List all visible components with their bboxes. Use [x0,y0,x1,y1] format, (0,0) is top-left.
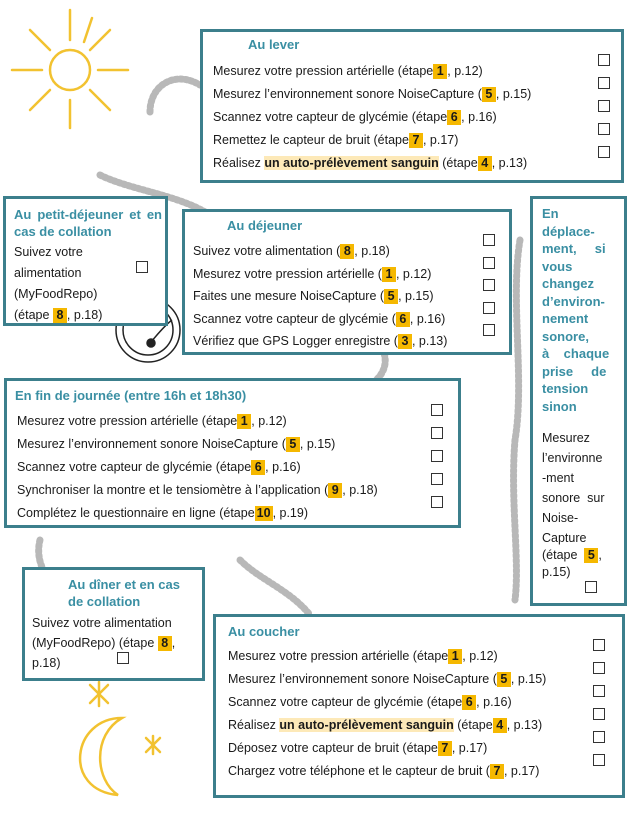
step-badge: 10 [256,506,271,520]
checklist-item [193,308,503,331]
item-text: , p.17) [422,133,459,147]
text-line: l’environne [542,451,603,465]
checklist-item [17,456,453,479]
text-line: (étape 8 , p.18) [14,308,103,322]
item-text: Réalisez [228,718,280,732]
checklist-item [213,60,613,83]
item-text: Déposez votre capteur de bruit (étape [228,741,438,755]
checkbox[interactable] [431,450,443,462]
checkbox[interactable] [598,77,610,89]
step-badge: 4 [493,718,507,733]
checkbox[interactable] [431,473,443,485]
item-text: Remettez le capteur de bruit (étape [213,133,409,147]
checkbox[interactable] [593,662,605,674]
checklist-item [193,240,503,263]
step-badge: 1 [382,267,396,282]
text-line: sonore sur [542,491,605,505]
item-text: Faites une mesure NoiseCapture ( [193,289,385,303]
item-text: , p.13) [491,156,528,170]
step-badge: 8 [53,308,67,323]
section-au-lever [200,29,624,183]
text-line: alimentation [14,266,82,280]
item-text: Mesurez l’environnement sonore NoiseCapture ( [17,437,286,451]
text-line: Suivez votre alimentation [32,616,172,630]
checkbox[interactable] [593,708,605,720]
text-line: Mesurez [542,431,590,445]
item-text: , p.16) [265,460,301,474]
item-text: , p.15) [299,437,336,451]
section-fin-de-journee [4,378,461,528]
item-text: , p.18) [354,244,390,258]
item-text: , p.16) [461,110,497,124]
text-line: Noise- [542,511,579,525]
title-line: sonore, [542,328,589,344]
checkbox[interactable] [598,54,610,66]
stars-icon [90,682,160,754]
checkbox[interactable] [593,639,605,651]
section-title: Au petit-déjeuner et en cas de collation [14,207,162,239]
step-badge: 7 [438,741,452,756]
checkbox[interactable] [593,754,605,766]
checklist-item [213,83,613,106]
item-text: Synchroniser la montre et le tensiomètre à l’application ( [17,483,329,497]
step-badge: 6 [447,110,461,125]
checklist-item [17,502,453,525]
item-text: , p.13) [506,718,543,732]
checkbox[interactable] [593,731,605,743]
item-text: Mesurez l’environnement sonore NoiseCapture ( [213,87,482,101]
step-badge: 4 [478,156,492,171]
item-text: , p.12) [462,649,498,663]
checkbox[interactable] [483,324,495,336]
text-line: p.18) [32,656,61,670]
checkbox[interactable] [431,496,443,508]
text-line: -ment [542,471,574,485]
title-line: En [542,206,559,221]
checkbox[interactable] [598,123,610,135]
checklist-item [228,691,613,714]
item-text: Mesurez l’environnement sonore NoiseCapture ( [228,672,497,686]
item-text: Mesurez votre pression artérielle (étape [213,64,434,78]
checklist-item [228,714,613,737]
section-au-dejeuner [182,209,512,355]
section-title: Au déjeuner [227,218,303,233]
step-badge: 1 [448,649,462,664]
step-badge: 8 [158,636,172,651]
checkbox[interactable] [483,234,495,246]
checkbox[interactable] [483,279,495,291]
checklist-item [213,129,613,152]
section-title: En fin de journée (entre 16h et 18h30) [15,388,247,403]
checklist-item [193,285,503,308]
step-badge: 5 [482,87,496,102]
item-text: , p.15) [510,672,547,686]
checklist-item [193,263,503,286]
title-line: sinon [542,398,577,414]
item-text: , p.17) [451,741,488,755]
title-line: prise de [542,363,607,379]
checklist-item [17,433,453,456]
section-en-deplacement [530,196,627,606]
title-line: à chaque [542,346,610,361]
title-line: vous [542,258,573,274]
item-text: (étape [453,718,493,732]
step-badge: 1 [433,64,447,79]
item-text: Réalisez [213,156,265,170]
step-badge: 5 [286,437,300,452]
text-line: p.15) [542,565,571,579]
section-title: Au coucher [228,624,300,639]
step-badge: 9 [328,483,342,498]
text-line: Capture [542,531,587,545]
step-badge: 5 [497,672,511,687]
item-text: (étape [438,156,478,170]
text-line: (MyFoodRepo) (étape 8 , [32,636,176,650]
item-text: Chargez votre téléphone et le capteur de bruit ( [228,764,490,778]
checklist-item [228,645,613,668]
item-text: Mesurez votre pression artérielle (étape [228,649,449,663]
section-diner [22,567,205,681]
checkbox[interactable] [117,652,129,664]
item-text: , p.16) [409,311,446,326]
step-badge: 6 [396,312,410,327]
section-title: Au dîner et en cas de collation [68,577,180,609]
text-line: Suivez votre [14,245,83,259]
moon-icon [80,718,122,795]
step-badge: 7 [409,133,423,148]
item-text: Mesurez votre pression artérielle ( [193,266,382,281]
title-line: déplace- [542,223,595,239]
item-text: , p.12) [251,414,287,428]
checkbox[interactable] [483,257,495,269]
checkbox[interactable] [598,100,610,112]
item-text: Mesurez votre pression artérielle (étape [17,414,238,428]
checklist-item [213,152,613,175]
title-line: d’environ- [542,293,605,309]
checklist-item [228,737,613,760]
item-text: Vérifiez que GPS Logger enregistre ( [193,334,398,348]
text-line: (MyFoodRepo) [14,287,98,301]
checkbox[interactable] [585,581,597,593]
step-badge: 5 [384,289,398,304]
title-line: changez [542,276,595,291]
step-badge: 6 [462,695,476,710]
step-badge: 5 [584,548,598,563]
checkbox[interactable] [483,302,495,314]
item-text: , p.19) [272,506,308,520]
step-badge: 1 [237,414,251,429]
item-text: , p.16) [476,695,512,709]
item-text: , p.13) [411,334,448,348]
step-badge: 3 [398,334,412,349]
step-badge: 8 [340,244,354,259]
item-text: Scannez votre capteur de glycémie (étape [228,695,463,709]
item-text: Scannez votre capteur de glycémie (étape [213,110,448,124]
item-text: , p.12) [447,64,483,78]
checklist-item [17,410,453,433]
checkbox[interactable] [431,427,443,439]
step-badge: 7 [490,764,504,779]
item-text: , p.15) [495,87,532,101]
item-text: Complétez le questionnaire en ligne (étape [17,506,255,520]
item-text: Suivez votre alimentation ( [193,244,341,258]
section-au-coucher [213,614,625,798]
step-badge: 6 [251,460,265,475]
highlighted-text: un auto-prélèvement sanguin [264,156,439,170]
item-text: Scannez votre capteur de glycémie ( [193,311,396,326]
item-text: , p.18) [342,483,378,497]
section-petit-dejeuner [3,196,168,326]
section-title: Au lever [248,37,300,52]
checklist-item [228,760,613,783]
text-line: (étape 5 , [542,548,602,562]
checklist-item [193,330,503,353]
title-line: ment, si [542,241,606,256]
item-text: , p.15) [398,289,434,303]
highlighted-text: un auto-prélèvement sanguin [279,718,454,732]
checklist-item [228,668,613,691]
title-line: tension [542,381,589,396]
item-text: Scannez votre capteur de glycémie (étape [17,460,252,474]
title-line: nement [542,311,589,326]
checklist-item [213,106,613,129]
item-text: , p.12) [395,266,432,281]
checkbox[interactable] [593,685,605,697]
sun-icon [12,10,128,128]
checkbox[interactable] [136,261,148,273]
item-text: , p.17) [503,764,540,778]
checkbox[interactable] [598,146,610,158]
checkbox[interactable] [431,404,443,416]
checklist-item [17,479,453,502]
